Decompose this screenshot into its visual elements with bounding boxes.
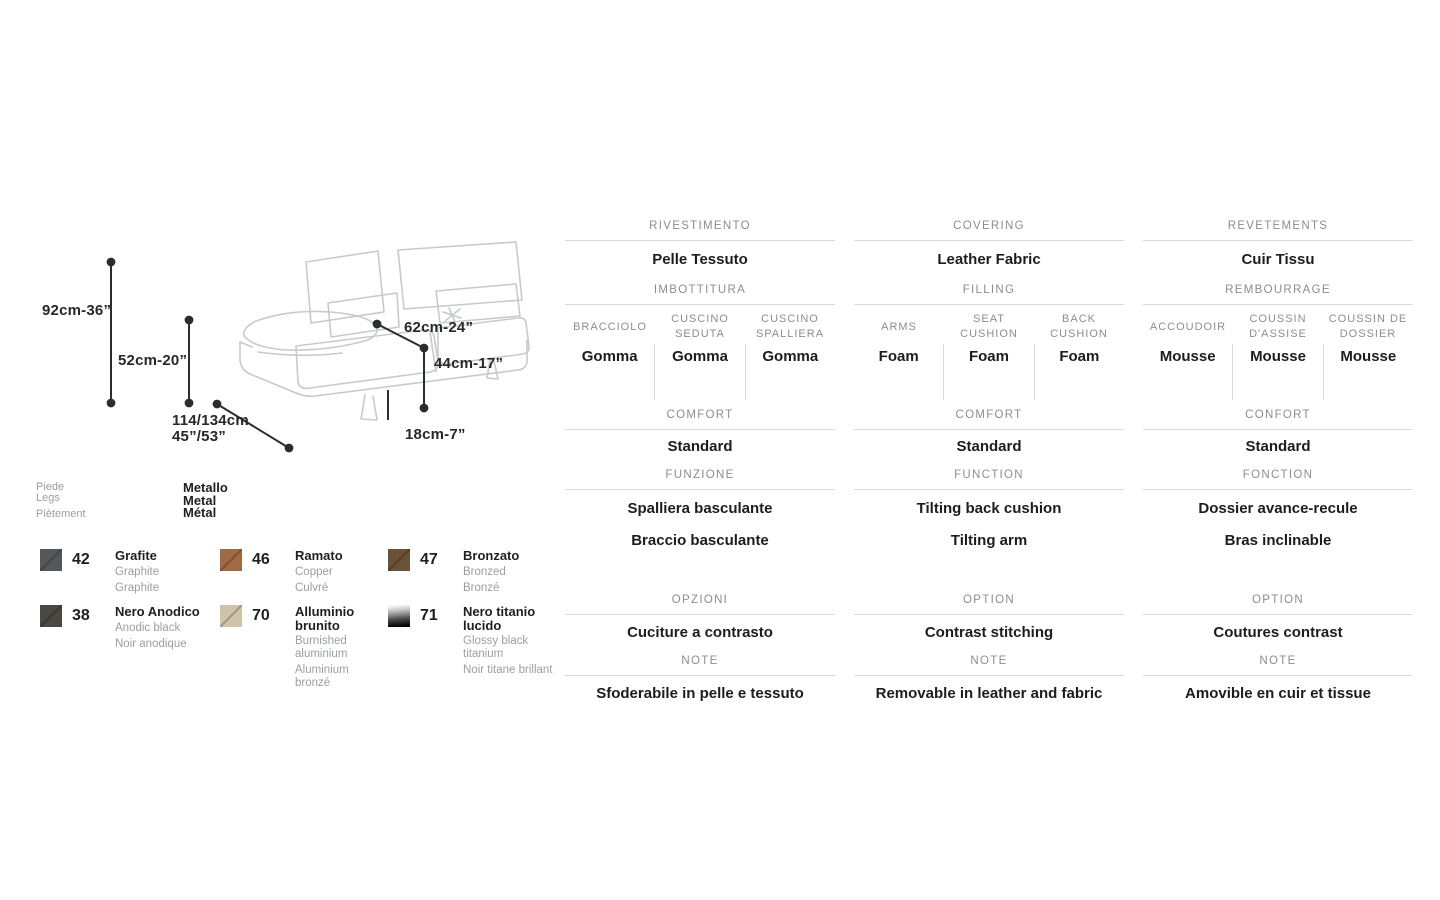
filling-col-label: SEAT CUSHION — [960, 313, 1018, 340]
function-label: FONCTION — [1242, 469, 1314, 481]
function-value-2: Tilting arm — [950, 532, 1028, 549]
finish-code: 71 — [420, 607, 438, 624]
spec-column-french — [1143, 215, 1413, 703]
comfort-value: Standard — [1245, 438, 1311, 455]
note-value: Removable in leather and fabric — [875, 685, 1103, 702]
finish-swatch-ramato — [220, 549, 387, 595]
divider — [565, 489, 835, 490]
spec-column-italian — [565, 215, 835, 703]
spec-column-english — [854, 215, 1124, 703]
comfort-label: CONFORT — [1245, 409, 1311, 421]
filling-col-value: Gomma — [762, 348, 819, 365]
finish-swatch-nero-anodico — [40, 605, 227, 651]
sofa-dimension-diagram — [0, 0, 560, 480]
divider — [1143, 489, 1413, 490]
finish-name: Alluminio brunito — [295, 604, 355, 633]
divider — [1143, 614, 1413, 615]
filling-col-value: Gomma — [654, 344, 745, 400]
note-label: NOTE — [970, 655, 1008, 667]
covering-label: COVERING — [953, 220, 1025, 232]
dim-seat-height: 52cm-20” — [118, 352, 188, 369]
filling-col-value: Foam — [943, 344, 1034, 400]
finish-alt-en: Burnished aluminium — [295, 635, 348, 660]
sofa-line-drawing — [0, 0, 560, 480]
legs-label-it: Piede — [36, 481, 65, 493]
filling-headers — [1143, 310, 1413, 344]
filling-col-label: BRACCIOLO — [573, 320, 647, 333]
comfort-value: Standard — [667, 438, 733, 455]
finish-alt-fr: Noir titane brillant — [463, 664, 553, 676]
comfort-label: COMFORT — [666, 409, 734, 421]
filling-col-label: COUSSIN DE DOSSIER — [1328, 313, 1408, 340]
note-value: Amovible en cuir et tissue — [1185, 685, 1371, 702]
function-value-1: Spalliera basculante — [627, 500, 773, 517]
divider — [854, 675, 1124, 676]
covering-value: Leather Fabric — [937, 251, 1041, 268]
dim-seat-depth: 44cm-17” — [434, 355, 504, 372]
option-label: OPZIONI — [671, 594, 729, 606]
color-chip-70 — [220, 605, 242, 627]
divider — [565, 614, 835, 615]
filling-label: FILLING — [962, 284, 1016, 296]
finish-swatch-bronzato — [388, 549, 559, 595]
finish-name: Nero Anodico — [115, 604, 200, 619]
divider — [854, 240, 1124, 241]
note-label: NOTE — [681, 655, 719, 667]
legs-material-en: Metal — [183, 492, 217, 508]
dim-depth: 62cm-24” — [404, 319, 474, 336]
filling-col-value: Gomma — [581, 348, 638, 365]
legs-material-fr: Métal — [183, 505, 217, 520]
function-value-2: Bras inclinable — [1224, 532, 1332, 549]
color-chip-42 — [40, 549, 62, 571]
filling-col-value: Mousse — [1340, 348, 1397, 365]
filling-values — [565, 344, 835, 400]
covering-value: Cuir Tissu — [1241, 251, 1315, 268]
legs-label-fr: Piètement — [36, 508, 86, 520]
finish-alt-en: Anodic black — [115, 621, 181, 634]
dim-total-height: 92cm-36” — [42, 302, 112, 319]
divider — [854, 429, 1124, 430]
finish-name: Ramato — [295, 548, 343, 563]
legs-material-it: Metallo — [183, 480, 228, 495]
finish-alt-fr: Culvré — [295, 581, 329, 594]
finish-code: 46 — [252, 551, 270, 568]
divider — [1143, 429, 1413, 430]
option-label: OPTION — [963, 594, 1015, 606]
divider — [1143, 675, 1413, 676]
divider — [565, 429, 835, 430]
dim-width-cm: 114/134cm — [172, 412, 249, 429]
divider — [565, 304, 835, 305]
finish-alt-en: Bronzed — [463, 565, 506, 578]
finish-alt-en: Copper — [295, 565, 333, 578]
finish-swatch-nero-titanio — [388, 605, 559, 677]
function-value-1: Tilting back cushion — [916, 500, 1062, 517]
divider — [854, 614, 1124, 615]
filling-col-value: Foam — [878, 348, 919, 365]
divider — [1143, 240, 1413, 241]
filling-values — [854, 344, 1124, 400]
color-chip-46 — [220, 549, 242, 571]
finish-name: Grafite — [115, 548, 157, 563]
finish-alt-en: Graphite — [115, 565, 160, 578]
option-label: OPTION — [1252, 594, 1304, 606]
function-label: FUNZIONE — [665, 469, 735, 481]
divider — [1143, 304, 1413, 305]
divider — [565, 240, 835, 241]
dim-width-in: 45”/53” — [172, 428, 226, 445]
filling-label: IMBOTTITURA — [653, 284, 747, 296]
divider — [565, 675, 835, 676]
sofa-outline — [240, 242, 529, 420]
finish-name: Bronzato — [463, 548, 520, 563]
comfort-label: COMFORT — [955, 409, 1023, 421]
filling-col-value: Mousse — [1159, 348, 1216, 365]
color-chip-38 — [40, 605, 62, 627]
option-value: Cuciture a contrasto — [627, 624, 773, 641]
filling-col-label: COUSSIN D'ASSISE — [1249, 313, 1307, 340]
finish-swatch-grafite — [40, 549, 227, 595]
filling-col-label: CUSCINO SPALLIERA — [755, 313, 825, 340]
finish-code: 42 — [72, 551, 90, 568]
divider — [854, 304, 1124, 305]
function-value-1: Dossier avance-recule — [1198, 500, 1358, 517]
filling-label: REMBOURRAGE — [1225, 284, 1331, 296]
option-value: Contrast stitching — [924, 624, 1054, 641]
divider — [854, 489, 1124, 490]
finish-code: 38 — [72, 607, 90, 624]
legs-label-en: Legs — [36, 492, 60, 504]
dim-leg-height: 18cm-7” — [405, 426, 466, 443]
finish-code: 47 — [420, 551, 438, 568]
option-value: Coutures contrast — [1213, 624, 1343, 641]
legs-material-group — [183, 482, 228, 520]
finish-alt-en: Glossy black titanium — [463, 635, 529, 660]
note-value: Sfoderabile in pelle e tessuto — [596, 685, 804, 702]
finish-alt-fr: Noir anodique — [115, 637, 187, 650]
filling-col-value: Foam — [1059, 348, 1100, 365]
covering-value: Pelle Tessuto — [652, 251, 748, 268]
function-value-2: Braccio basculante — [631, 532, 769, 549]
filling-col-label: CUSCINO SEDUTA — [671, 313, 729, 340]
function-label: FUNCTION — [954, 469, 1024, 481]
covering-label: RIVESTIMENTO — [649, 220, 751, 232]
finish-alt-fr: Aluminium bronzé — [295, 664, 349, 689]
legs-label-group — [36, 482, 86, 520]
finish-name: Nero titanio lucido — [463, 604, 536, 633]
covering-label: REVETEMENTS — [1227, 220, 1329, 232]
filling-col-label: BACK CUSHION — [1050, 313, 1108, 340]
finish-alt-fr: Graphite — [115, 581, 160, 594]
color-chip-71 — [388, 605, 410, 627]
filling-headers — [854, 310, 1124, 344]
filling-values — [1143, 344, 1413, 400]
filling-headers — [565, 310, 835, 344]
finish-alt-fr: Bronzé — [463, 581, 500, 594]
note-label: NOTE — [1259, 655, 1297, 667]
comfort-value: Standard — [956, 438, 1022, 455]
finish-code: 70 — [252, 607, 270, 624]
filling-col-label: ACCOUDOIR — [1149, 320, 1227, 333]
finish-swatch-alluminio-brunito — [220, 605, 387, 690]
filling-col-value: Mousse — [1232, 344, 1323, 400]
filling-col-label: ARMS — [881, 320, 917, 333]
color-chip-47 — [388, 549, 410, 571]
